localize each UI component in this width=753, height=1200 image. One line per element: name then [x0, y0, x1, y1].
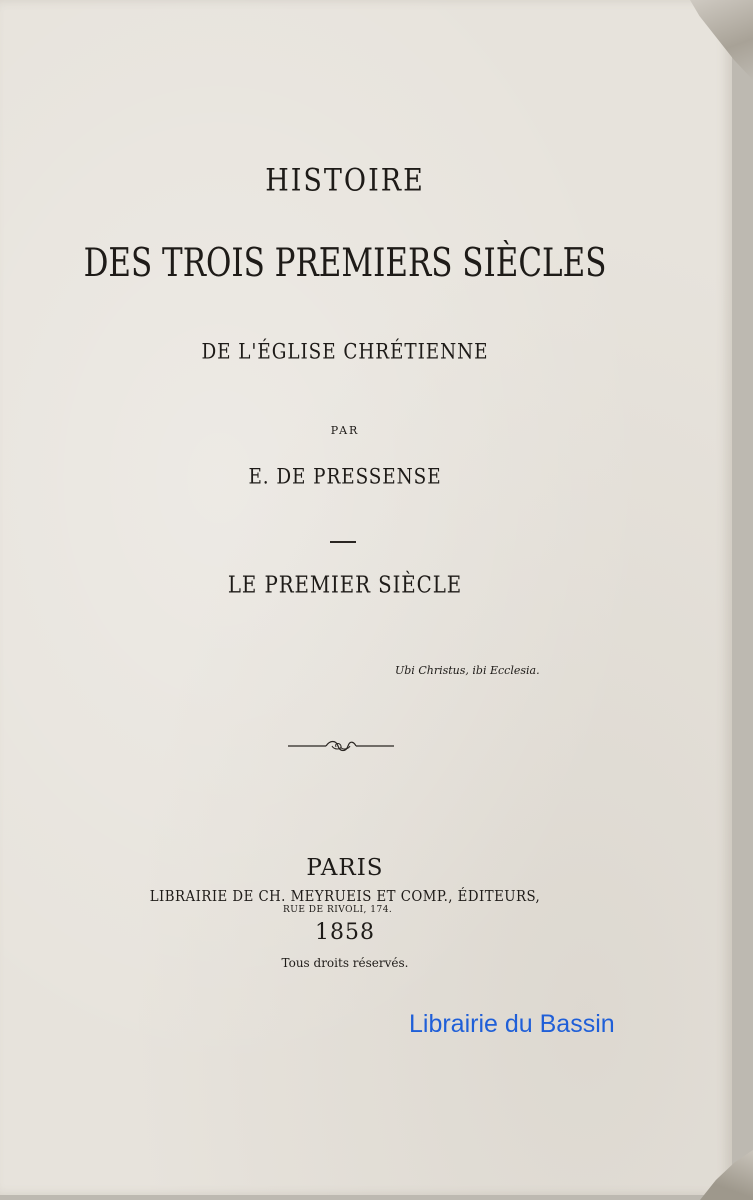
- bookseller-watermark: Librairie du Bassin: [409, 1010, 615, 1038]
- imprint-city: PARIS: [306, 855, 384, 881]
- subtitle: LE PREMIER SIÈCLE: [227, 572, 463, 599]
- imprint-street: RUE DE RIVOLI, 174.: [283, 905, 393, 915]
- separator-dash: [330, 541, 356, 543]
- title-line-1: HISTOIRE: [265, 162, 425, 199]
- author-name: E. DE PRESSENSE: [248, 463, 442, 489]
- title-line-3: DE L'ÉGLISE CHRÉTIENNE: [201, 338, 489, 364]
- imprint-publisher: LIBRAIRIE DE CH. MEYRUEIS ET COMP., ÉDITEURS,: [149, 888, 541, 906]
- epigraph: Ubi Christus, ibi Ecclesia.: [395, 664, 540, 677]
- ornament-flourish-icon: [288, 737, 394, 755]
- title-line-2: DES TROIS PREMIERS SIÈCLES: [83, 241, 607, 286]
- byline-par: PAR: [330, 424, 360, 437]
- imprint-rights: Tous droits réservés.: [281, 956, 409, 970]
- imprint-year: 1858: [315, 920, 375, 945]
